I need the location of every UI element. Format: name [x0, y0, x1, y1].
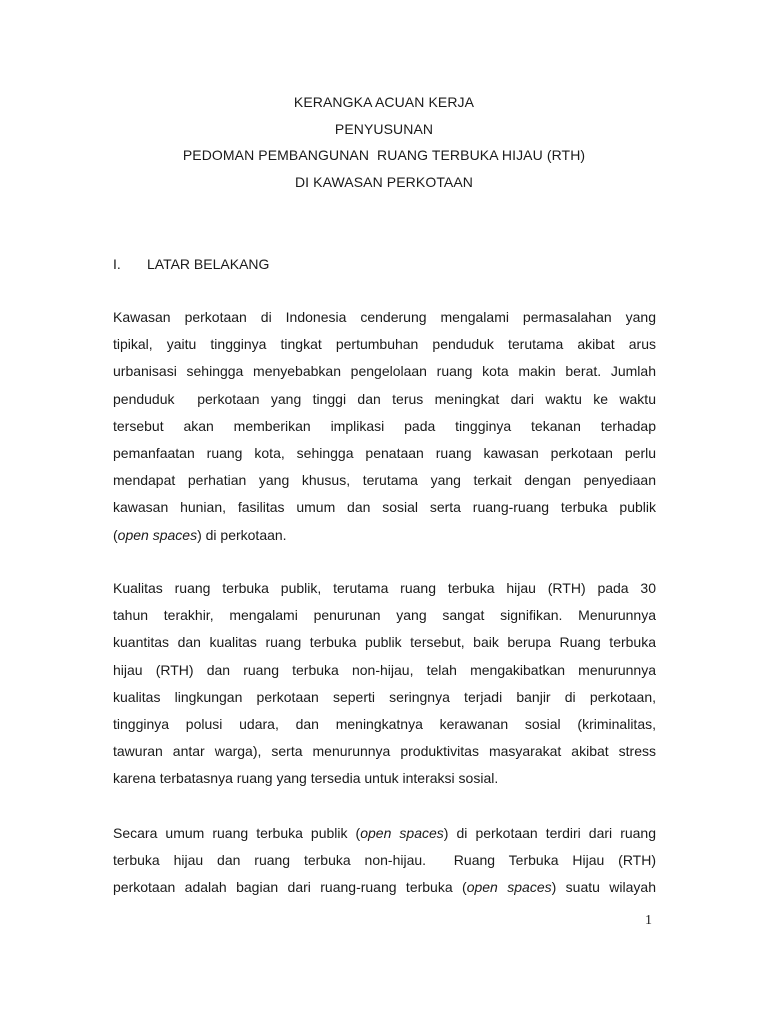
- italic-term: open spaces: [360, 825, 444, 841]
- title-line-1: KERANGKA ACUAN KERJA: [293, 94, 475, 110]
- paragraph-line: tahun terakhir, mengalami penurunan yang sangat signifikan. Menurunnya: [113, 607, 656, 624]
- paragraph-line: tipikal, yaitu tingginya tingkat pertumbuhan penduduk terutama akibat arus: [113, 336, 656, 353]
- paragraph-line: terbuka hijau dan ruang terbuka non-hijau. Ruang Terbuka Hijau (RTH): [113, 852, 656, 869]
- italic-term: open spaces: [117, 526, 198, 543]
- paragraph-line: [113, 823, 656, 850]
- paragraph-text: Secara umum ruang terbuka publik (: [113, 825, 361, 841]
- paragraph-text: perkotaan adalah bagian dari ruang-ruang terbuka (: [113, 879, 467, 896]
- section-heading: [113, 254, 269, 274]
- paragraph-line: urbanisasi sehingga menyebabkan pengelolaan ruang kota makin berat. Jumlah: [113, 363, 656, 380]
- paragraph-line: Kawasan perkotaan di Indonesia cenderung mengalami permasalahan yang: [113, 309, 656, 325]
- paragraph-3: [113, 823, 656, 905]
- paragraph-line: [113, 877, 656, 904]
- title-line-3: PEDOMAN PEMBANGUNAN RUANG TERBUKA HIJAU (RTH): [182, 147, 586, 163]
- page-number: 1: [645, 913, 652, 928]
- paragraph-1: [113, 307, 656, 552]
- paragraph-line: hijau (RTH) dan ruang terbuka non-hijau, telah mengakibatkan menurunnya: [113, 661, 656, 678]
- paragraph-line: tersebut akan memberikan implikasi pada tingginya tekanan terhadap: [113, 417, 656, 434]
- paragraph-line: penduduk perkotaan yang tinggi dan terus meningkat dari waktu ke waktu: [113, 390, 656, 407]
- paragraph-line: Kualitas ruang terbuka publik, terutama ruang terbuka hijau (RTH) pada 30: [113, 580, 656, 596]
- paragraph-text: ) di perkotaan terdiri dari ruang: [443, 825, 656, 841]
- section-title: LATAR BELAKANG: [147, 256, 270, 272]
- paragraph-2: [113, 578, 656, 796]
- italic-term: open spaces: [466, 879, 552, 896]
- title-line-2: PENYUSUNAN: [334, 120, 434, 137]
- paren-open: (: [113, 526, 118, 543]
- paragraph-line: tawuran antar warga), serta menurunnya produktivitas masyarakat akibat stress: [113, 743, 656, 760]
- paragraph-line: kawasan hunian, fasilitas umum dan sosial serta ruang-ruang terbuka publik: [113, 499, 656, 516]
- paragraph-line-last: [113, 525, 656, 552]
- paragraph-line: kuantitas dan kualitas ruang terbuka publik tersebut, baik berupa Ruang terbuka: [113, 634, 656, 651]
- title-line-4: DI KAWASAN PERKOTAAN: [294, 173, 474, 190]
- paragraph-line: mendapat perhatian yang khusus, terutama yang terkait dengan penyediaan: [113, 472, 656, 489]
- paragraph-line: kualitas lingkungan perkotaan seperti seringnya terjadi banjir di perkotaan,: [113, 688, 656, 705]
- document-title: [0, 92, 768, 198]
- section-number: I.: [113, 256, 121, 272]
- paragraph-text: ) di perkotaan.: [197, 526, 287, 543]
- paragraph-line-last: karena terbatasnya ruang yang tersedia untuk interaksi sosial.: [113, 770, 499, 787]
- paragraph-line: tingginya polusi udara, dan meningkatnya kerawanan sosial (kriminalitas,: [113, 715, 656, 732]
- paragraph-text: ) suatu wilayah: [551, 879, 656, 896]
- paragraph-line: pemanfaatan ruang kota, sehingga penataan ruang kawasan perkotaan perlu: [113, 444, 656, 461]
